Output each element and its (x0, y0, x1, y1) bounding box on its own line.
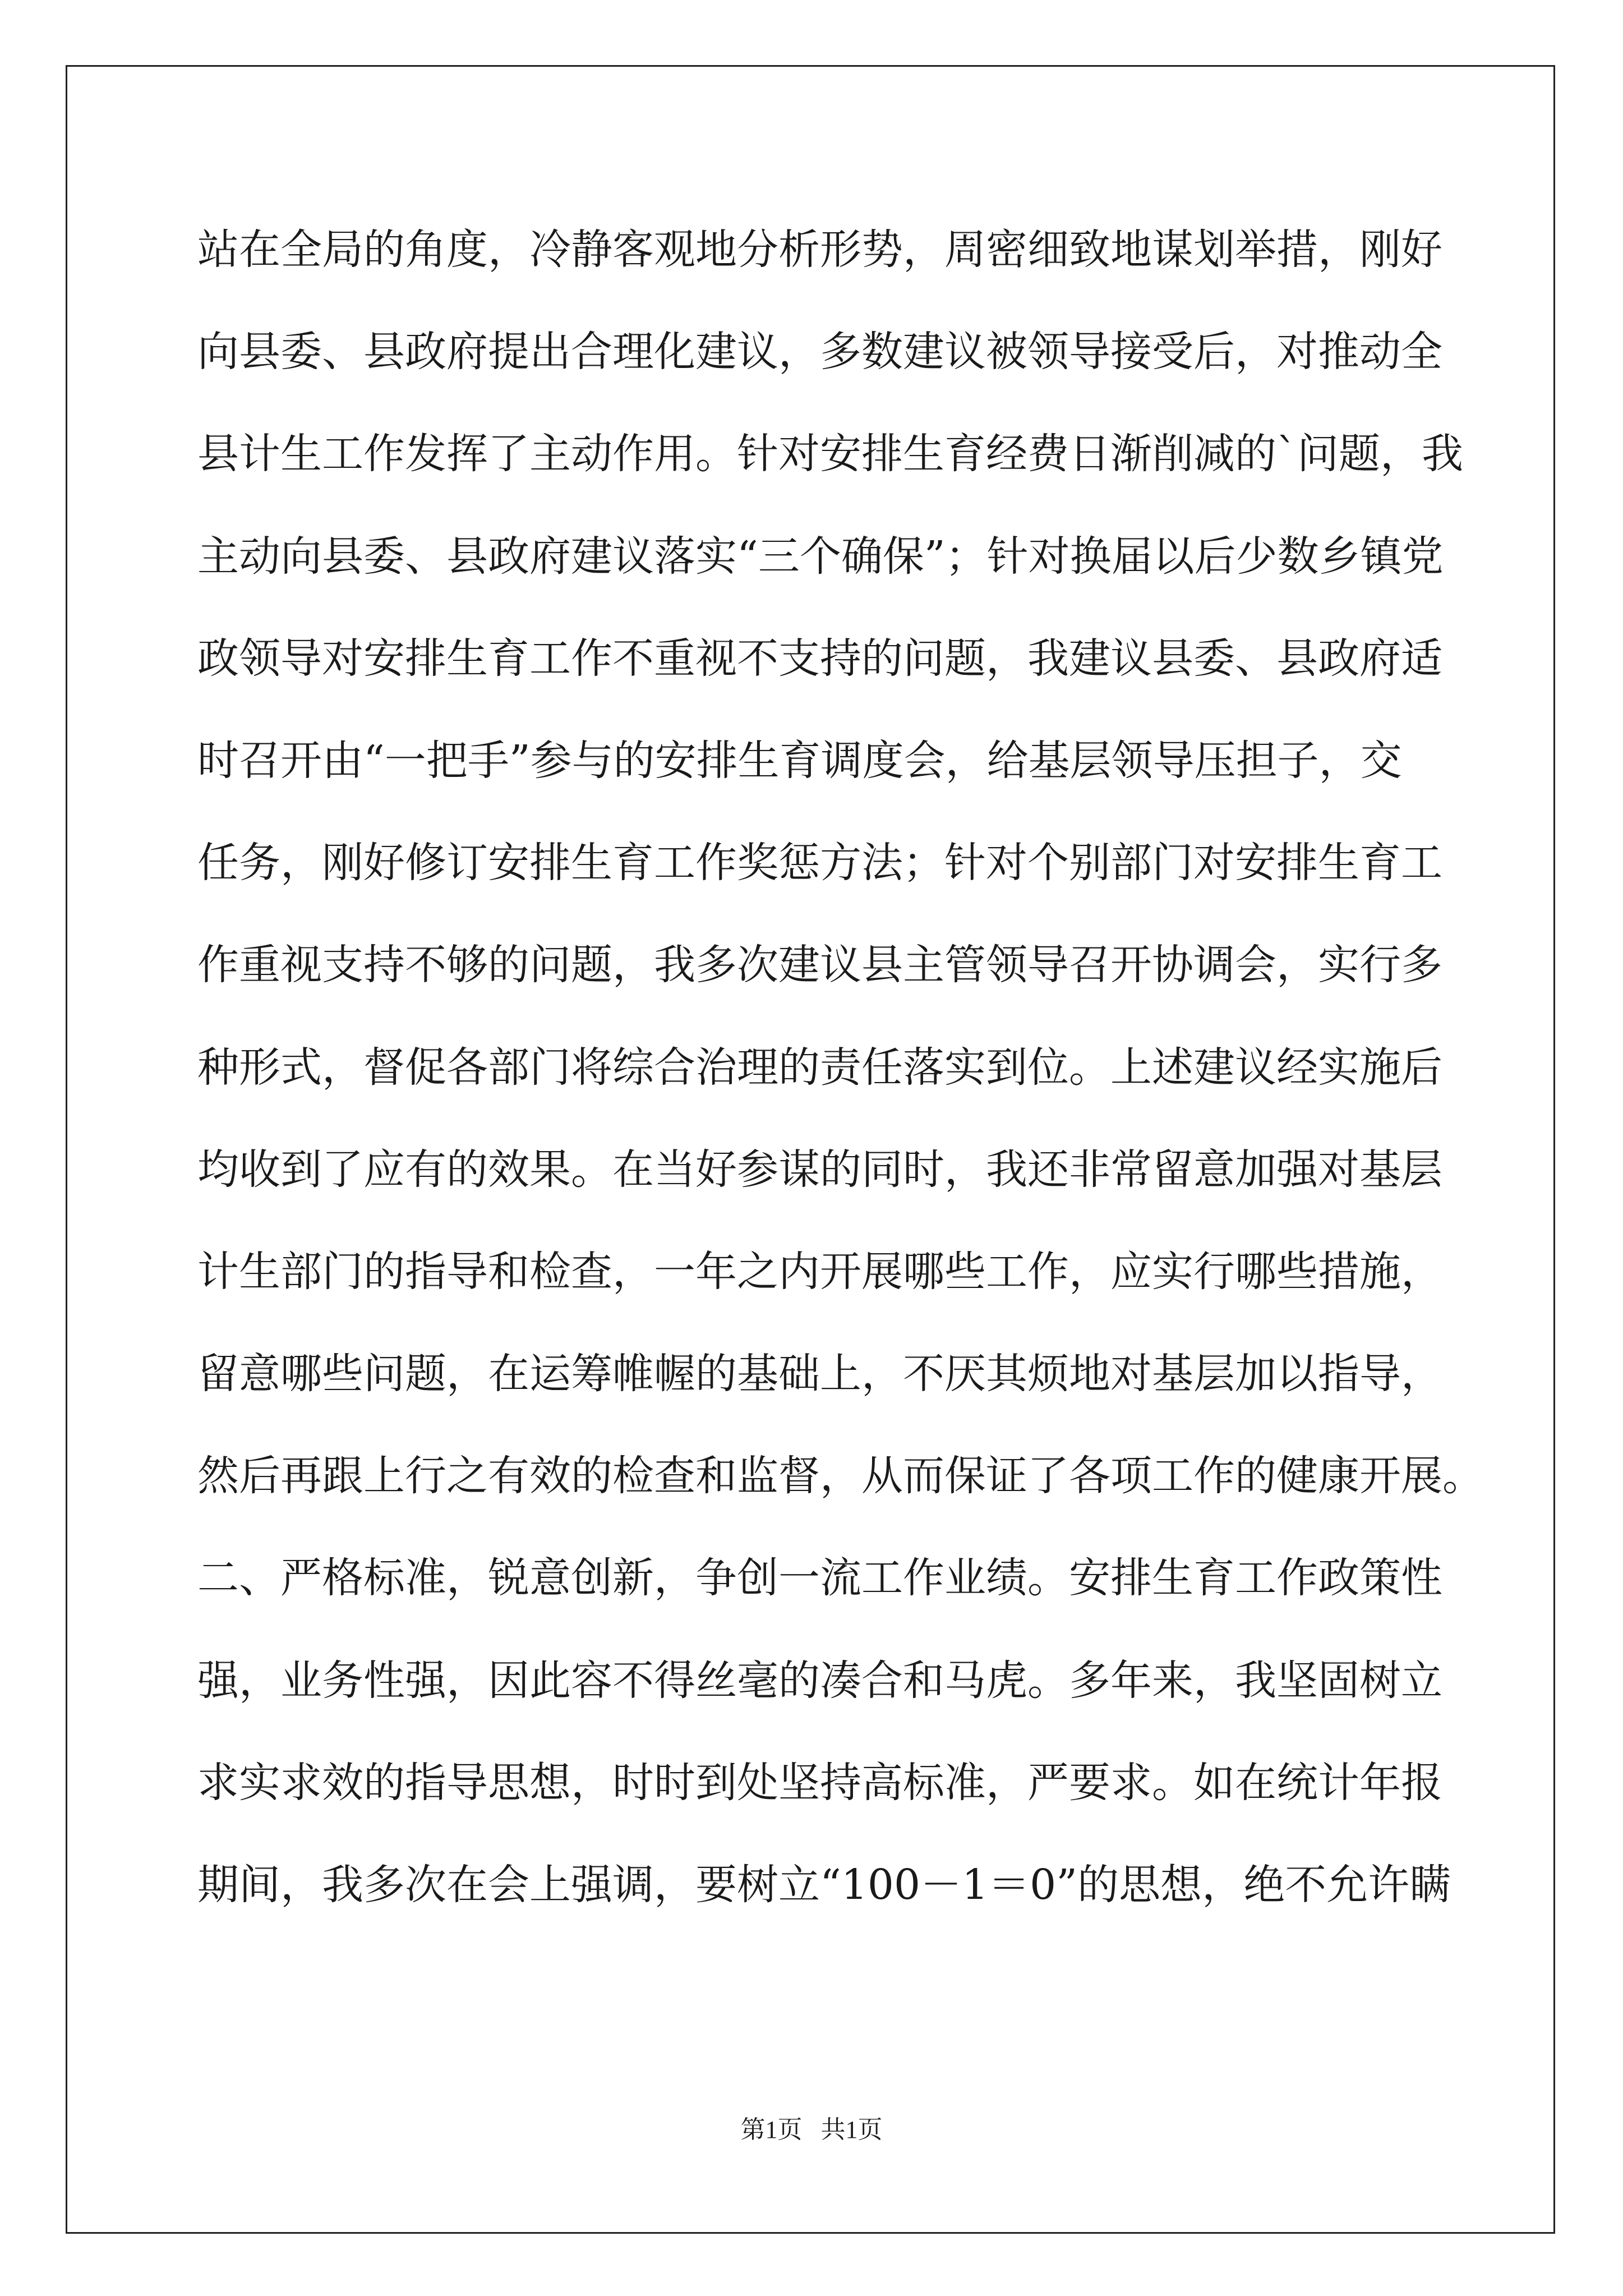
body-text-line: 计生部门的指导和检查，一年之内开展哪些工作，应实行哪些措施， (197, 1247, 1442, 1296)
body-text-line: 强，业务性强，因此容不得丝毫的凑合和马虎。多年来，我坚固树立 (197, 1656, 1442, 1705)
body-text-line: 政领导对安排生育工作不重视不支持的问题，我建议县委、县政府适 (197, 634, 1442, 683)
body-text-line: 留意哪些问题，在运筹帷幄的基础上，不厌其烦地对基层加以指导， (197, 1350, 1442, 1398)
body-text-line: 求实求效的指导思想，时时到处坚持高标准，严要求。如在统计年报 (197, 1758, 1442, 1807)
body-text-line: 县计生工作发挥了主动作用。针对安排生育经费日渐削减的`问题，我 (197, 430, 1463, 478)
body-text-line: 种形式，督促各部门将综合治理的责任落实到位。上述建议经实施后 (197, 1043, 1442, 1092)
page-number-footer: 第1页 共1页 (740, 2116, 883, 2143)
body-text-line: 向县委、县政府提出合理化建议，多数建议被领导接受后，对推动全 (197, 328, 1442, 376)
body-text-line: 均收到了应有的效果。在当好参谋的同时，我还非常留意加强对基层 (197, 1145, 1442, 1194)
body-text-line: 作重视支持不够的问题，我多次建议县主管领导召开协调会，实行多 (197, 941, 1442, 990)
body-text-line: 期间，我多次在会上强调，要树立“100－1＝0”的思想，绝不允许瞒 (197, 1861, 1451, 1909)
body-text-line: 然后再跟上行之有效的检查和监督，从而保证了各项工作的健康开展。 (197, 1452, 1484, 1501)
body-text-line: 二、严格标准，锐意创新，争创一流工作业绩。安排生育工作政策性 (197, 1554, 1442, 1603)
body-text-line: 主动向县委、县政府建议落实“三个确保”；针对换届以后少数乡镇党 (197, 532, 1444, 581)
body-text-line: 站在全局的角度，冷静客观地分析形势，周密细致地谋划举措，刚好 (197, 226, 1442, 274)
body-text-line: 任务，刚好修订安排生育工作奖惩方法；针对个别部门对安排生育工 (197, 839, 1442, 887)
document-body (197, 222, 1484, 1959)
body-text-line: 时召开由“一把手”参与的安排生育调度会，给基层领导压担子，交 (197, 736, 1402, 785)
